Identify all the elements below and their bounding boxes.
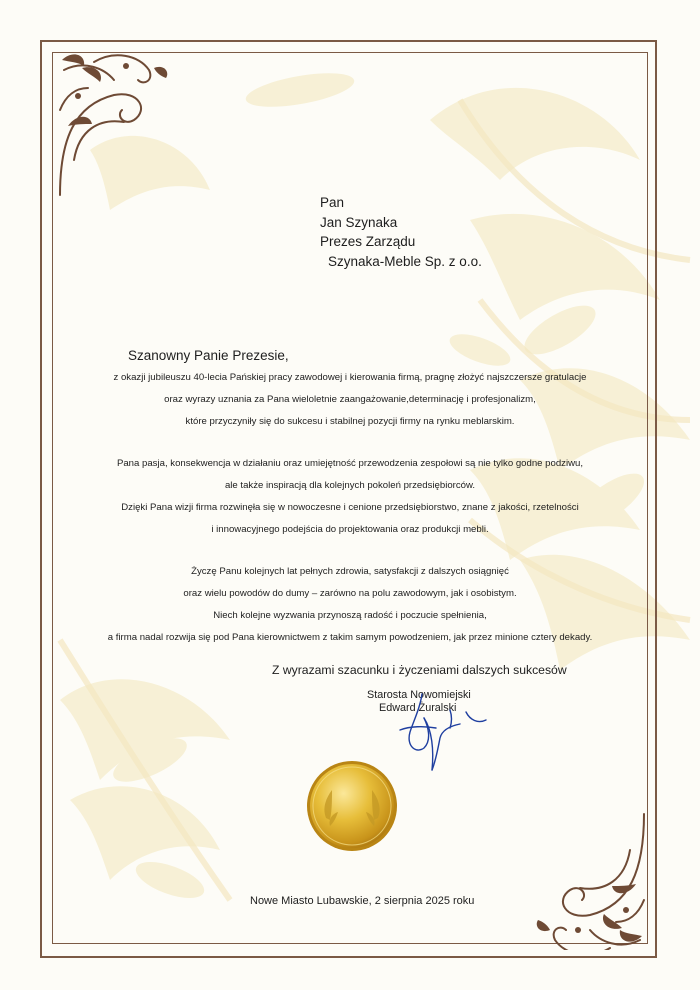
paragraph-line: oraz wielu powodów do dumy – zarówno na polu zawodowym, jak i osobistym. [183,588,517,599]
corner-ornament-bottom-right [530,810,650,950]
paragraph-1 [60,367,640,433]
paragraph-line: Dzięki Pana wizji firma rozwinęła się w nowoczesne i cenione przedsiębiorstwo, znane z jakości, rzetelności [121,502,579,513]
paragraph-line: z okazji jubileuszu 40-lecia Pańskiej pracy zawodowej i kierowania firmą, pragnę złożyć najszczersze gratulacje [113,372,587,383]
paragraph-line: oraz wyrazy uznania za Pana wieloletnie zaangażowanie,determinację i profesjonalizm, [164,394,536,405]
paragraph-2 [60,453,640,541]
recipient-position: Prezes Zarządu [320,234,416,249]
greeting: Szanowny Panie Prezesie, [128,348,289,363]
paragraph-line: ale także inspiracją dla kolejnych pokoleń przedsiębiorców. [224,480,476,491]
paragraph-line: Życzę Panu kolejnych lat pełnych zdrowia, satysfakcji z dalszych osiągnięć [191,566,509,577]
corner-ornament-top-left [54,50,174,200]
recipient-name: Jan Szynaka [320,214,398,230]
closing-phrase: Z wyrazami szacunku i życzeniami dalszych sukcesów [272,663,567,677]
signer-title: Starosta Nowomiejski [367,689,471,701]
recipient-company: Szynaka-Meble Sp. z o.o. [328,253,482,269]
paragraph-line: Niech kolejne wyzwania przynoszą radość i poczucie spełnienia, [213,610,487,621]
signer-name: Edward Żuralski [379,702,457,714]
recipient-salutation-line: Pan [320,195,345,210]
paragraph-line: a firma nadal rozwija się pod Pana kierownictwem z takim samym powodzeniem, jak przez minione cztery dekady. [107,632,593,643]
paragraph-line: Pana pasja, konsekwencja w działaniu oraz umiejętność przewodzenia zespołowi są nie tylko godne podziwu, [116,458,584,469]
paragraph-3 [60,561,640,649]
paragraph-line: które przyczyniły się do sukcesu i stabilnej pozycji firmy na rynku meblarskim. [185,416,515,427]
recipient-address [320,193,482,271]
gold-seal [306,760,398,852]
place-and-date: Nowe Miasto Lubawskie, 2 sierpnia 2025 roku [250,895,475,907]
paragraph-line: i innowacyjnego podejścia do projektowania oraz produkcji mebli. [211,524,489,535]
